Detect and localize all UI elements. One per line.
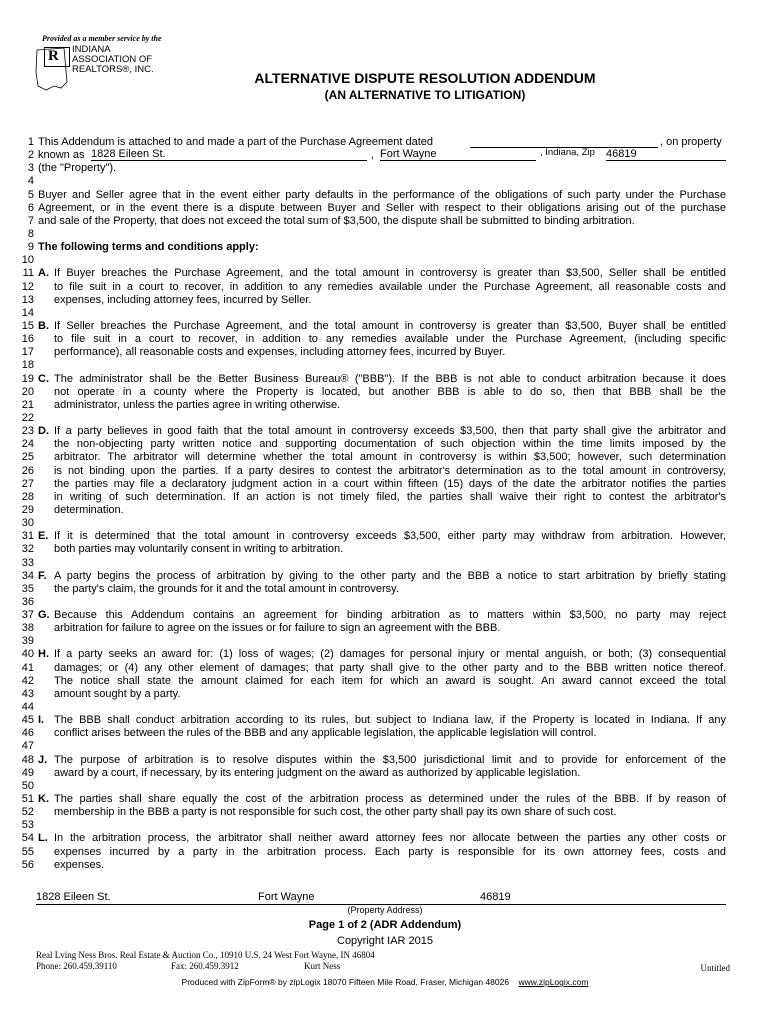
line-number: 17 (21, 346, 34, 359)
line-2 (27, 147, 726, 162)
line-number: 25 (21, 451, 34, 464)
line-number: 20 (21, 385, 34, 398)
clause-label: B. (38, 319, 49, 332)
comma-separator: , (371, 149, 375, 162)
line-number: 44 (21, 701, 34, 714)
line-30 (21, 517, 726, 530)
line-text: the party's claim, the grounds for it and the total amount in controversy. (54, 582, 399, 595)
property-address-label: (Property Address) (347, 905, 423, 915)
clause-label: J. (38, 753, 48, 766)
line-40 (21, 648, 726, 661)
line-43 (21, 687, 726, 701)
line-number: 56 (21, 858, 34, 871)
line-number: 23 (21, 425, 34, 438)
document-title: ALTERNATIVE DISPUTE RESOLUTION ADDENDUM (254, 70, 596, 86)
line-text: If Seller breaches the Purchase Agreement, and the total amount in controversy is greater than $3,500, Buyer shall be entitled (54, 319, 726, 332)
line-text: Because this Addendum contains an agreement for binding arbitration as to matters within $3,500, no party may reject (54, 609, 726, 622)
line-number: 6 (27, 201, 34, 214)
line-text: Agreement, or in the event there is a dispute between Buyer and Seller with respect to their obligations arising out of the purchase (38, 201, 726, 214)
line-text: If a party believes in good faith that the total amount in controversy exceeds $3,500, then that party shall give the arbitrator and (54, 425, 726, 438)
line-number: 49 (21, 766, 34, 779)
clause-label: K. (38, 793, 49, 806)
line-5 (27, 188, 726, 202)
office-fax: Fax: 260.459.3912 (171, 961, 239, 971)
addendum-body (21, 136, 726, 872)
line-34 (21, 569, 726, 583)
line-1 (27, 136, 726, 149)
clause-label: H. (38, 648, 49, 661)
line-text: expenses, including attorney fees, incurred by Seller. (54, 293, 312, 306)
line-32 (21, 543, 726, 556)
line-text: Buyer and Seller agree that in the event either party defaults in the performance of the obligations of such party under the Purchase (38, 188, 726, 201)
line-number: 32 (21, 543, 34, 556)
logo-tagline: Provided as a member service by the (42, 34, 162, 43)
line-text: award by a court, if necessary, by its entering judgment on the award as authorized by applicable legislation. (54, 766, 581, 779)
line-number: 41 (21, 661, 34, 674)
line-number: 14 (21, 306, 34, 319)
line-number: 12 (21, 280, 34, 293)
line-text: A party begins the process of arbitration by giving to the other party and the BBB a notice to start arbitration by briefly stating (54, 569, 726, 582)
clause-label: F. (38, 569, 47, 582)
line-text: This Addendum is attached to and made a part of the Purchase Agreement dated (38, 136, 434, 148)
line-number: 55 (21, 845, 34, 858)
line-number: 9 (27, 241, 34, 254)
clause-label: L. (38, 832, 48, 845)
produced-with: Produced with ZipForm® by zipLogix 18070 Fifteen Mile Road, Fraser, Michigan 48026 www.zipLogix.com (181, 977, 589, 987)
line-35 (21, 582, 726, 596)
line-38 (21, 622, 726, 635)
line-20 (21, 385, 726, 399)
line-31 (21, 530, 726, 543)
logo-name: INDIANA ASSOCIATION OF REALTORS®, INC. (72, 44, 154, 75)
page-number: Page 1 of 2 (ADR Addendum) (308, 919, 462, 931)
line-18 (21, 359, 726, 372)
line-number: 53 (21, 819, 34, 832)
line-44 (21, 701, 726, 714)
realtor-r-icon: R (44, 47, 70, 67)
line-number: 18 (21, 359, 34, 372)
line-text: is not binding upon the parties. If a party desires to contest the arbitrator's determination as to the total amount in controversy, (54, 464, 726, 477)
line-text: membership in the BBB a party is not responsible for such cost, the other party shall pay its own share of such cost. (54, 806, 617, 819)
line-11 (22, 267, 726, 280)
line-number: 29 (21, 503, 34, 516)
line-number: 39 (21, 635, 34, 648)
line-number: 38 (21, 622, 34, 635)
line-number: 40 (21, 648, 34, 661)
line-33 (21, 556, 726, 570)
line-text: performance), all reasonable costs and expenses, including attorney fees, incurred by Buyer. (54, 346, 506, 359)
clause-label: G. (38, 609, 50, 622)
line-25 (21, 451, 726, 464)
line-text: The administrator shall be the Better Business Bureau® ("BBB"). If the BBB is not able to conduct arbitration because it does (54, 372, 726, 385)
clause-label: C. (38, 372, 49, 385)
line-27 (21, 477, 726, 491)
line-number: 21 (21, 398, 34, 411)
line-6 (27, 201, 726, 215)
ziplogix-link[interactable]: www.zipLogix.com (518, 977, 589, 987)
line-number: 51 (21, 793, 34, 806)
line-number: 50 (21, 779, 34, 792)
line-15 (21, 319, 726, 333)
line-48 (21, 753, 726, 767)
line-14 (21, 306, 726, 320)
line-text: the non-objecting party written notice and supporting documentation of such objection within the time limits imposed by the (54, 438, 726, 451)
line-text: in writing of such determination. If an action is not timely filed, the parties shall waive their right to contest the arbitrator's (54, 490, 726, 503)
line-text: In the arbitration process, the arbitrator shall neither award attorney fees nor allocate between the parties any other costs or (54, 832, 726, 845)
line-7 (27, 214, 726, 228)
agent-name: Kurt Ness (304, 961, 341, 971)
footer-property-address-field[interactable] (36, 891, 726, 905)
line-3 (27, 162, 726, 175)
line-text: arbitration for failure to agree on the issues or for failure to sign an agreement with the BBB. (54, 622, 501, 635)
line-text: both parties may voluntarily consent in writing to arbitration. (54, 543, 344, 556)
line-number: 33 (21, 556, 34, 569)
line-39 (21, 635, 726, 648)
line-29 (21, 503, 726, 517)
zip-field[interactable]: 46819 (606, 148, 726, 161)
line-number: 26 (21, 464, 34, 477)
state-zip-label: , Indiana, Zip (540, 147, 595, 159)
line-23 (21, 425, 726, 438)
line-text: administrator, unless the parties agree in writing otherwise. (54, 398, 341, 411)
office-phone: Phone: 260.459.39110 (36, 961, 117, 971)
line-text: damages; or (4) any other element of damages; that party shall give to the other party and to the BBB written notice thereof. (54, 661, 726, 674)
on-property-text: , on property (660, 136, 722, 148)
line-number: 35 (21, 582, 34, 595)
line-52 (21, 806, 726, 819)
line-text: amount sought by a party. (54, 687, 181, 700)
line-number: 30 (21, 517, 34, 530)
line-56 (21, 858, 726, 872)
line-text: expenses incurred by a party in the arbitration process. Each party is responsible for its own attorney fees, costs and (54, 845, 726, 858)
line-42 (21, 674, 726, 688)
line-number: 8 (27, 227, 34, 240)
clause-label: D. (38, 425, 49, 438)
line-text: The following terms and conditions apply: (38, 241, 259, 254)
line-number: 45 (21, 714, 34, 727)
line-number: 37 (21, 609, 34, 622)
line-number: 4 (27, 175, 34, 188)
line-text: arbitrator. The arbitrator will determine whether the total amount in controversy is within $3,500; however, such determination (54, 451, 726, 464)
line-9 (27, 241, 726, 254)
line-number: 48 (21, 753, 34, 766)
line-number: 22 (21, 411, 34, 424)
line-number: 3 (27, 162, 34, 175)
line-text: not operate in a county where the Property is located, but another BBB is able to do so, then that BBB shall be the (54, 385, 726, 398)
line-text: The purpose of arbitration is to resolve disputes within the $3,500 jurisdictional limit and to provide for enforcement of the (54, 753, 726, 766)
line-text: If Buyer breaches the Purchase Agreement, and the total amount in controversy is greater than $3,500, Seller shall be entitled (54, 267, 726, 280)
line-number: 1 (27, 136, 34, 148)
line-number: 54 (21, 832, 34, 845)
line-text: determination. (54, 503, 124, 516)
line-16 (21, 333, 726, 346)
file-name: Untitled (700, 963, 730, 973)
footer-street: 1828 Eileen St. (36, 891, 111, 903)
line-12 (21, 280, 726, 294)
line-51 (21, 793, 726, 806)
line-number: 42 (21, 674, 34, 687)
line-text: If it is determined that the total amount in controversy exceeds $3,500, either party may withdraw from arbitration. However, (54, 530, 726, 543)
office-info: Real Lving Ness Bros. Real Estate & Auction Co., 10910 U.S. 24 West Fort Wayne, IN 46804 Phone: 260.459.39110 Fax: 260.459.3912 Kurt Ness (36, 950, 375, 971)
line-number: 36 (21, 595, 34, 608)
line-55 (21, 845, 726, 859)
line-21 (21, 398, 726, 412)
line-19 (21, 372, 726, 386)
line-number: 10 (21, 254, 34, 267)
line-text: The BBB shall conduct arbitration according to its rules, but subject to Indiana law, if the Property is located in Indiana. If any (54, 714, 726, 727)
line-36 (21, 595, 726, 609)
line-number: 16 (21, 333, 34, 346)
line-26 (21, 464, 726, 478)
line-8 (27, 227, 726, 241)
line-28 (21, 490, 726, 504)
line-text: expenses. (54, 858, 105, 871)
line-number: 46 (21, 727, 34, 740)
line-47 (21, 740, 726, 753)
line-50 (21, 779, 726, 793)
line-text: to file suit in a court to recover, in addition to any remedies available under the Purchase Agreement, all reasonable costs and (54, 280, 726, 293)
footer-zip: 46819 (480, 891, 511, 903)
line-4 (27, 175, 726, 188)
line-53 (21, 819, 726, 832)
line-number: 31 (21, 530, 34, 543)
line-number: 5 (27, 188, 34, 201)
line-text: known as (38, 149, 85, 162)
clause-label: E. (38, 530, 49, 543)
line-number: 52 (21, 806, 34, 819)
line-22 (21, 411, 726, 425)
line-number: 27 (21, 477, 34, 490)
city-field[interactable]: Fort Wayne (380, 148, 536, 161)
line-17 (21, 346, 726, 359)
line-24 (21, 438, 726, 451)
line-46 (21, 727, 726, 740)
line-37 (21, 609, 726, 622)
line-text: and sale of the Property, that does not exceed the total sum of $3,500, the dispute shall be submitted to binding arbitration. (38, 214, 635, 227)
line-45 (21, 714, 726, 727)
line-text: the parties may file a declaratory judgment action in a court within fifteen (15) days of the date the arbitrator notifies the parties (54, 477, 726, 490)
document-subtitle: (AN ALTERNATIVE TO LITIGATION) (324, 88, 526, 102)
line-49 (21, 766, 726, 780)
clause-label: I. (38, 714, 45, 727)
line-text: The notice shall state the amount claimed for each item for which an award is sought. An award cannot exceed the total (54, 674, 726, 687)
line-number: 13 (21, 293, 34, 306)
line-number: 43 (21, 687, 34, 700)
footer-city: Fort Wayne (258, 891, 315, 903)
line-54 (21, 832, 726, 845)
line-10 (21, 254, 726, 267)
line-text: (the "Property"). (38, 162, 117, 175)
line-text: to file suit in a court to recover, in addition to any remedies available under the Purchase Agreement, (including specific (54, 333, 726, 346)
line-41 (21, 661, 726, 675)
line-text: The parties shall share equally the cost of the arbitration process as determined under the rules of the BBB. If by reason of (54, 793, 726, 806)
line-number: 24 (21, 438, 34, 451)
copyright: Copyright IAR 2015 (337, 935, 433, 947)
line-text: If a party seeks an award for: (1) loss of wages; (2) damages for personal injury or mental anguish, or both; (3) consequential (54, 648, 726, 661)
line-number: 19 (21, 372, 34, 385)
clause-label: A. (38, 267, 49, 280)
line-number: 34 (21, 569, 34, 582)
line-13 (21, 293, 726, 307)
line-number: 28 (21, 490, 34, 503)
line-number: 47 (21, 740, 34, 753)
line-text: conflict arises between the rules of the BBB and any applicable legislation, the applicable legislation will control. (54, 727, 597, 740)
line-number: 2 (27, 149, 34, 162)
line-number: 7 (27, 214, 34, 227)
street-address-field[interactable]: 1828 Eileen St. (91, 148, 367, 161)
line-number: 11 (22, 267, 34, 280)
line-number: 15 (21, 319, 34, 332)
